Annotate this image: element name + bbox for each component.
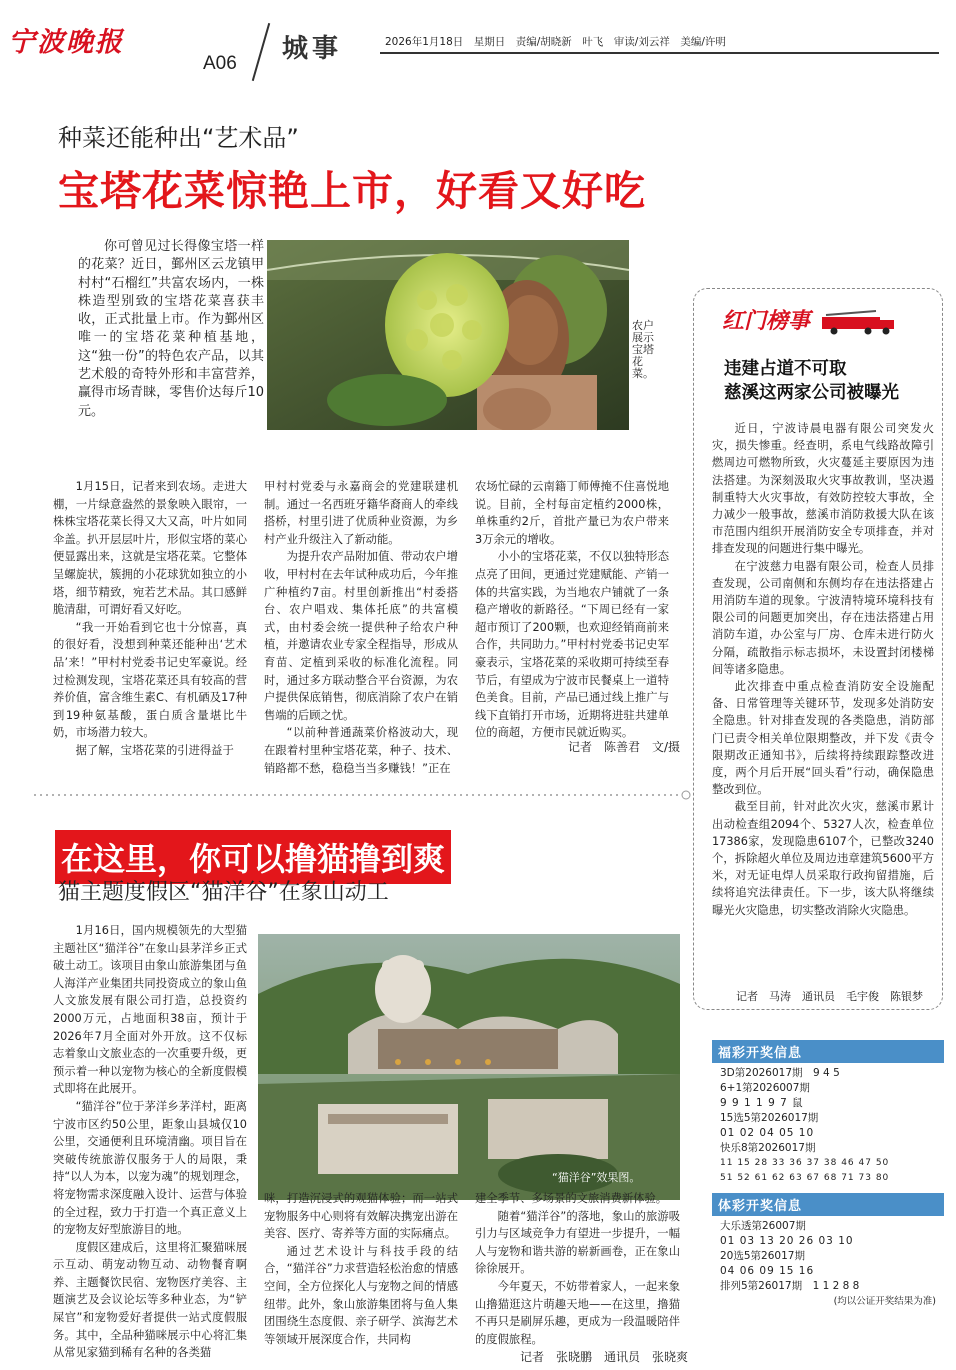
fucai-title: 福彩开奖信息 bbox=[712, 1040, 944, 1063]
ticai-results: 大乐透第26007期 01 03 13 20 26 03 10 20选5第26017期 04 06 09 15 16 排列5第26017期 1 1 2 8 8 (均以公证开奖结果为准) bbox=[720, 1220, 936, 1307]
article2-photo-caption: “猫洋谷”效果图。 bbox=[552, 1171, 641, 1184]
sidebar-body: 近日，宁波诗晨电器有限公司突发火灾，损失惨重。经查明，系电气线路故障引燃周边可燃物所致，火灾蔓延主要原因为违法搭建。为深刻汲取火灾事故教训，坚决遏制重特大火灾事故，有效防控较大事故，全力减少一般事故，慈溪市消防救援大队在该市范围内组织开展消防安全专项排查，并对排查发现的问题进行集中曝光。 在宁波慈力电器有限公司，检查人员排查发现，公司南侧和东侧均存在违法搭建占用消防车道的现象。宁波清特境环境科技有限公司的问题更加突出，存在违法搭建占用消防车道，办公室与厂房、仓库未进行防火分隔，疏散指示标志损坏，未设置封闭楼梯间等诸多隐患。 此次排查中重点检查消防安全设施配备、日常管理等关键环节，发现多处消防安全隐患。针对排查发现的各类隐患，消防部门已责令相关单位限期整改，并下发《责令限期改正通知书》，后续将持续跟踪整改进度，两个月后开展“回头看”行动，确保隐患整改到位。 截至目前，针对此次火灾，慈溪市累计出动检查组2094个、5327人次，检查单位17386家，发现隐患6107个，已整改3240个，拆除超火单位及周边违章建筑5600平方米，对无证电焊人员采取行政拘留措施，后续将追究法律责任。下一步，该大队将继续曝光火灾隐患，切实整改消除火灾隐患。 bbox=[712, 422, 934, 917]
article2-headline: 在这里，你可以撸猫撸到爽 bbox=[55, 830, 451, 884]
article2-byline: 记者 张晓鹏 通讯员 张晓爽 bbox=[520, 1350, 689, 1364]
article2-column-2: 咪，打造沉浸式的观猫体验；而一站式宠物服务中心则将有效解决携宠出游在美容、医疗、寄养等方面的实际痛点。 通过艺术设计与科技手段的结合，“猫洋谷”力求营造轻松治愈的情感空间，全方位探化人与宠物之间的情感纽带。此外，象山旅游集团将与鱼人集团围绕生态度假、亲子研学、滨海艺术等领域开展深度合作，共同构 bbox=[264, 1192, 458, 1346]
article1-lead: 你可曾见过长得像宝塔一样的花菜？近日，鄞州区云龙镇甲村村“石榴红”共富农场内，一株株造型别致的宝塔花菜喜获丰收，正式批量上市。作为鄞州区唯一的宝塔花菜种植基地，这“独一份”的特色农产品，以其艺术般的奇特外形和丰富营养，赢得市场青睐，零售价达每斤10元。 bbox=[78, 239, 264, 419]
cauliflower-farmer-photo bbox=[267, 240, 629, 430]
article2-column-3: 建全季节、多场景的文旅消费新体验。 随着“猫洋谷”的落地，象山的旅游吸引力与区域竞争力有望进一步提升，一幅人与宠物和谐共游的崭新画卷，正在象山徐徐展开。 今年夏天，不妨带着家人，一起来象山撸猫逛这片萌趣天地——在这里，撸猫不再只是刷屏乐趣，更成为一段温暖陪伴的度假旅程。 bbox=[475, 1192, 680, 1346]
page-number: A06 bbox=[203, 53, 237, 74]
article1-photo-caption: 农户展示宝塔花菜。 bbox=[632, 319, 654, 380]
header-rule bbox=[380, 52, 939, 54]
article1-column-1: 1月15日，记者来到农场。走进大棚，一片绿意盎然的景象映入眼帘，一株株宝塔花菜长得又大又高，叶片如同伞盖。扒开层层叶片，形似宝塔的菜心便显露出来，这就是宝塔花菜。它整体呈螺旋状，簇拥的小花球犹如独立的小塔，细节精致，宛若艺术品。其口感鲜脆清甜，可谓好看又好吃。 “我一开始看到它也十分惊喜，真的很好看，没想到种菜还能种出‘艺术品’来！”甲村村党委书记史军豪说。经过检测发现，宝塔花菜还具有较高的营养价值，富含维生素C、有机硒及17种到19种氨基酸，蛋白质含量堪比牛奶，市场潜力较大。 据了解，宝塔花菜的引进得益于 bbox=[53, 480, 247, 757]
dotted-divider bbox=[34, 790, 694, 800]
article1-column-3: 农场忙碌的云南籍丁师傅掩不住喜悦地说。目前，全村每亩定植约2000株，单株重约2斤，首批产量已为农户带来3万余元的增收。 小小的宝塔花菜，不仅以独特形态点亮了田间，更通过党建赋能、产销一体的共富实践，为当地农户铺就了一条稳产增收的新路径。“下周已经有一家超市预订了200颗，也欢迎经销商前来合作，共同助力。”甲村村党委书记史军豪表示，宝塔花菜的采收期可持续至春节后，有望成为宁波市民餐桌上一道特色美食。目前，产品已通过线上推广与线下直销打开市场，近期将进驻共建单位的商超，方便市民就近购买。 bbox=[475, 480, 669, 740]
article2-column-1: 1月16日，国内规模领先的大型猫主题社区“猫洋谷”在象山县茅洋乡正式破土动工。该项目由象山旅游集团与鱼人海洋产业集团共同投资成立的象山鱼人文旅发展有限公司打造，总投资约2000万元，占地面积38亩，预计于2026年7月全面对外开放。这不仅标志着象山文旅业态的一次重要升级，更预示着一种以宠物为核心的全新度假模式即将在此展开。 “猫洋谷”位于茅洋乡茅洋村，距离宁波市区约50公里，距象山县城仅10公里，交通便利且环境清幽。项目旨在突破传统旅游仅服务于人的局限，秉持“以人为本，以宠为魂”的规划理念，将宠物需求深度融入设计、运营与体验的全过程，致力于打造一个真正意义上的宠物友好型旅游目的地。 度假区建成后，这里将汇聚猫咪展示互动、萌宠动物互动、动物餐育啊养、主题餐饮民宿、宠物医疗美容、主题演艺及会议论坛等多种业态，为“铲屎官”和宠物爱好者提供一站式度假服务。其中，全品种猫咪展示中心将汇集从常见家猫到稀有名种的各类猫 bbox=[53, 924, 247, 1360]
newspaper-logo: 宁波晚报 bbox=[8, 27, 124, 58]
article1-column-2: 甲村村党委与永嘉商会的党建联建机制。通过一名西班牙籍华裔商人的牵线搭桥，村里引进了优质种业资源，为乡村产业升级注入了新动能。 为提升农产品附加值、带动农户增收，甲村村在去年试种成功后，今年推广种植约7亩。村里创新推出“村委搭台、农户唱戏、集体托底”的共富模式，由村委会统一提供种子给农户种植，并邀请农业专家全程指导，形成从育苗、定植到采收的标准化流程。同时，通过多方联动整合平台资源，为农户提供保底销售，彻底消除了农户在销售端的后顾之忧。 “以前种普通蔬菜价格波动大，现在跟着村里种宝塔花菜，种子、技术、销路都不愁，稳稳当当多赚钱！”正在 bbox=[264, 480, 458, 775]
article2-subheadline: 猫主题度假区“猫洋谷”在象山动工 bbox=[58, 880, 389, 905]
header-divider bbox=[252, 23, 270, 81]
ticai-title: 体彩开奖信息 bbox=[712, 1193, 944, 1216]
sidebar-title: 违建占道不可取 慈溪这两家公司被曝光 bbox=[724, 359, 899, 403]
cat-valley-rendering-photo bbox=[258, 934, 680, 1200]
article1-byline: 记者 陈善君 文/摄 bbox=[568, 740, 681, 754]
article1-headline: 宝塔花菜惊艳上市，好看又好吃 bbox=[58, 167, 646, 215]
sidebar-byline: 记者 马涛 通讯员 毛宇俊 陈银梦 bbox=[736, 990, 923, 1003]
sidebar-logo: 红门榜事 bbox=[722, 304, 898, 335]
fire-truck-icon bbox=[818, 309, 898, 335]
fucai-results: 3D第2026017期 9 4 5 6+1第2026007期 9 9 1 1 9 7 鼠 15选5第2026017期 01 02 04 05 10 快乐8第2026017期 11 15 28 33 36 37 38 46 47 50 51 52 61 62 63 67 68 71 73 80 bbox=[720, 1067, 890, 1183]
lottery-box bbox=[712, 1040, 944, 1312]
dateline: 2026年1月18日 星期日 责编/胡晓新 叶飞 审读/刘云祥 美编/许明 bbox=[385, 36, 726, 48]
article1-kicker: 种菜还能种出“艺术品” bbox=[58, 124, 299, 152]
section-title: 城事 bbox=[282, 34, 343, 64]
